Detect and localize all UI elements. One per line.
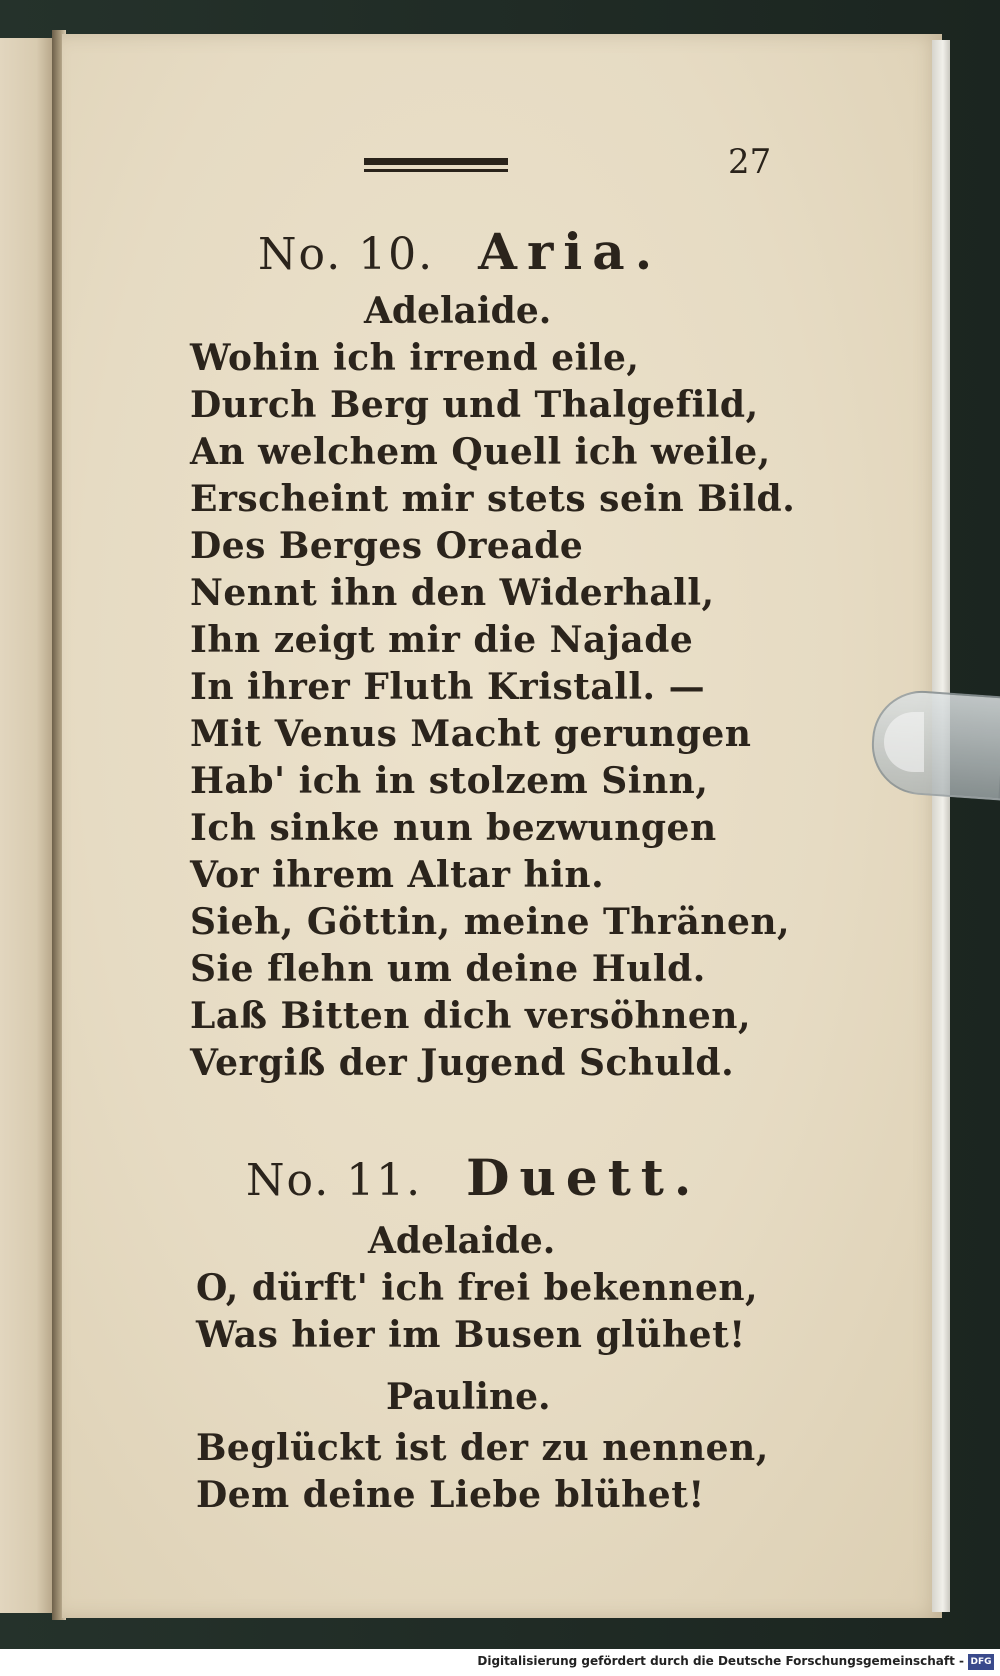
role-name: Adelaide. <box>368 1220 556 1262</box>
footer-bar <box>0 1649 1000 1676</box>
page-number: 27 <box>728 142 772 182</box>
section-number: No. 11. <box>246 1155 423 1206</box>
page-stack-edge <box>932 40 950 1612</box>
role-name: Adelaide. <box>364 290 552 332</box>
verse-line: Mit Venus Macht gerungen <box>190 713 752 755</box>
verse-line: An welchem Quell ich weile, <box>190 431 771 473</box>
verse-line: Hab' ich in stolzem Sinn, <box>190 760 709 802</box>
verse-line: Erscheint mir stets sein Bild. <box>190 478 796 520</box>
verse-line: Dem deine Liebe blühet! <box>196 1474 705 1516</box>
header-ornament <box>364 158 508 176</box>
dfg-logo-icon: DFG <box>968 1654 994 1670</box>
verse-line: Nennt ihn den Widerhall, <box>190 572 715 614</box>
funding-credit: Digitalisierung gefördert durch die Deutsche Forschungsgemeinschaft - <box>477 1654 964 1668</box>
section-title: Aria. <box>478 222 663 281</box>
verse-line: Sie flehn um deine Huld. <box>190 948 706 990</box>
section-number: No. 10. <box>258 229 435 280</box>
verse-line: Wohin ich irrend eile, <box>190 337 640 379</box>
section-heading <box>258 222 662 281</box>
verse-line: Vergiß der Jugend Schuld. <box>190 1042 735 1084</box>
verse-line: O, dürft' ich frei bekennen, <box>196 1267 759 1309</box>
verse-line: Ich sinke nun bezwungen <box>190 807 717 849</box>
role-name: Pauline. <box>386 1376 551 1418</box>
previous-page-edge <box>0 38 54 1613</box>
verse-line: Beglückt ist der zu nennen, <box>196 1427 769 1469</box>
section-title: Duett. <box>466 1148 702 1207</box>
verse-line: Durch Berg und Thalgefild, <box>190 384 759 426</box>
verse-line: Was hier im Busen glühet! <box>196 1314 746 1356</box>
verse-line: Vor ihrem Altar hin. <box>190 854 605 896</box>
verse-line: Ihn zeigt mir die Najade <box>190 619 694 661</box>
verse-line: In ihrer Fluth Kristall. — <box>190 666 706 708</box>
verse-line: Sieh, Göttin, meine Thränen, <box>190 901 791 943</box>
section-heading <box>246 1148 701 1207</box>
verse-line: Laß Bitten dich versöhnen, <box>190 995 751 1037</box>
verse-line: Des Berges Oreade <box>190 525 584 567</box>
